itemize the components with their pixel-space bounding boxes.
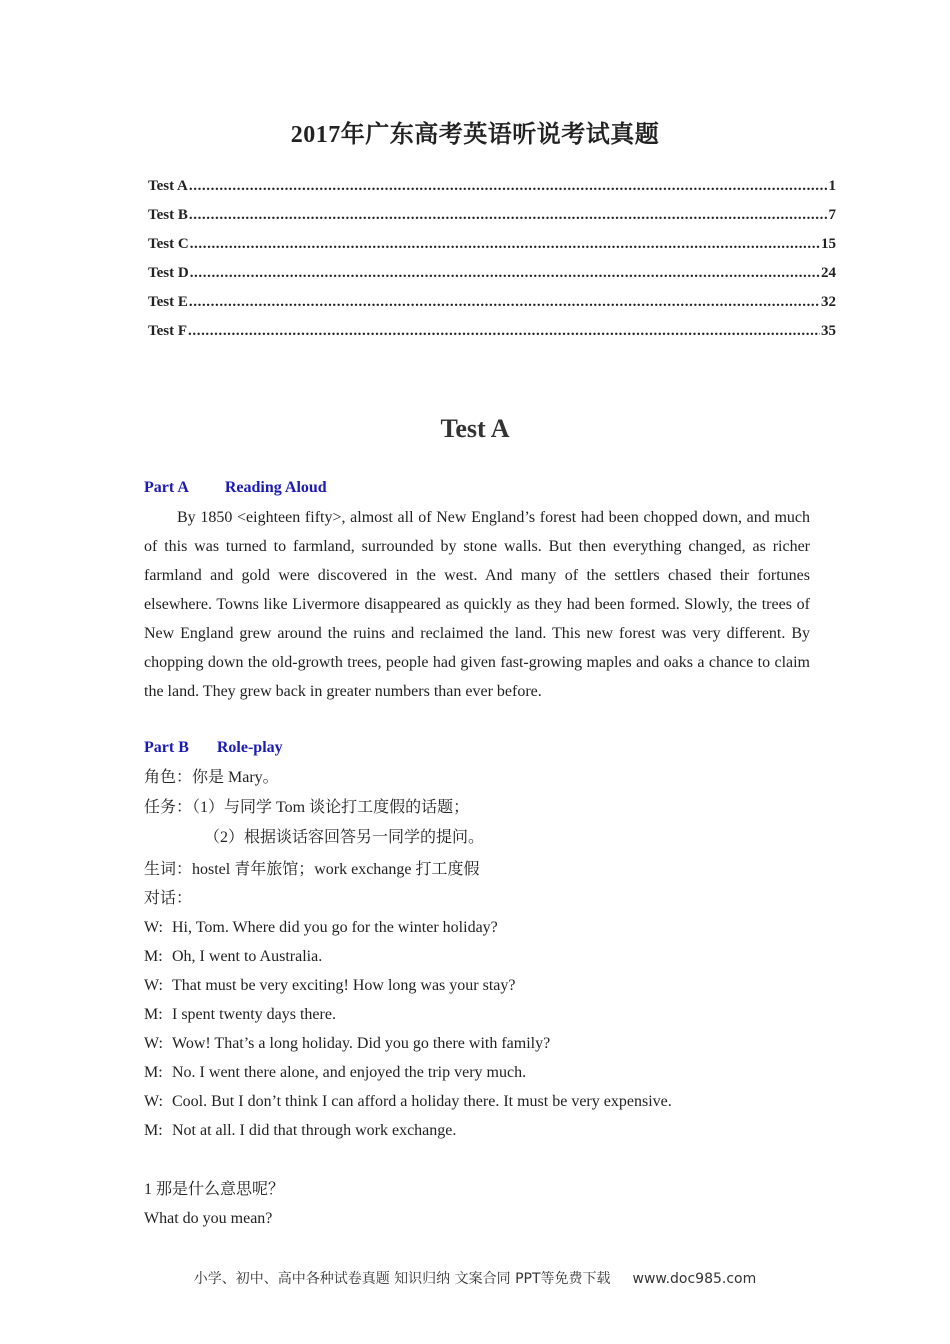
dialogue-text: Wow! That’s a long holiday. Did you go there with family? — [172, 1035, 551, 1052]
footer-text: 小学、初中、高中各种试卷真题 知识归纳 文案合同 PPT等免费下载 — [193, 1271, 611, 1287]
dialogue-text: I spent twenty days there. — [172, 1006, 336, 1023]
dialogue-line — [144, 917, 498, 939]
reading-aloud-passage: By 1850 <eighteen fifty>, almost all of New England’s forest had been chopped down, and much of this was turned to farmland, surrounded by stone walls. But then everything changed, as richer farmland and gold were discovered in the west. And many of the settlers chased their fortunes elsewhere. Towns like Livermore disappeared as quickly as they had been formed. Slowly, the trees of New England grew around the ruins and reclaimed the land. This new forest was very different. By chopping down the old-growth trees, people had given fast-growing maples and oaks a chance to claim the land. They grew back in greater numbers than ever before. — [144, 509, 810, 700]
vocab-line: 生词：hostel 青年旅馆；work exchange 打工度假 — [144, 861, 480, 878]
task-line-1: 任务：（1）与同学 Tom 谈论打工度假的话题； — [144, 799, 470, 816]
dialogue-speaker: M: — [144, 1122, 163, 1139]
toc-entry-page: 35 — [821, 323, 836, 339]
toc-entry-page: 32 — [821, 294, 836, 310]
toc-entry-page: 7 — [828, 207, 836, 223]
toc-entry-label: Test D — [148, 265, 189, 281]
toc-entry-label: Test A — [148, 178, 188, 194]
toc-entry-test-e[interactable] — [148, 294, 836, 323]
toc-leader-dots — [190, 265, 820, 282]
part-a-title: Reading Aloud — [224, 479, 327, 496]
toc-entry-test-f[interactable] — [148, 323, 836, 352]
dialogue-speaker: W: — [144, 919, 163, 936]
dialogue-speaker: W: — [144, 1093, 163, 1110]
dialogue-line — [144, 1033, 550, 1055]
dialogue-text: That must be very exciting! How long was your stay? — [172, 977, 516, 994]
toc-leader-dots — [188, 323, 820, 340]
dialogue-line — [144, 1004, 336, 1026]
toc-entry-label: Test E — [148, 294, 188, 310]
dialogue-speaker: M: — [144, 948, 163, 965]
toc-entry-label: Test C — [148, 236, 189, 252]
document-title: 2017年广东高考英语听说考试真题 — [290, 122, 660, 148]
dialogue-speaker: W: — [144, 977, 163, 994]
toc-leader-dots — [189, 207, 828, 224]
toc-leader-dots — [189, 294, 820, 311]
question-english: What do you mean? — [144, 1210, 273, 1227]
footer-site-link[interactable]: www.doc985.com — [632, 1271, 757, 1287]
dialogue-speaker: M: — [144, 1006, 163, 1023]
dialogue-text: Cool. But I don’t think I can afford a holiday there. It must be very expensive. — [172, 1093, 672, 1110]
toc-entry-label: Test B — [148, 207, 188, 223]
dialogue-line — [144, 975, 515, 997]
part-b-label: Part B — [144, 739, 189, 756]
toc-leader-dots — [190, 236, 820, 253]
dialogue-text: Not at all. I did that through work exchange. — [172, 1122, 457, 1139]
toc-entry-test-b[interactable] — [148, 207, 836, 236]
page-footer — [0, 1268, 950, 1288]
toc-entry-test-d[interactable] — [148, 265, 836, 294]
toc-entry-test-c[interactable] — [148, 236, 836, 265]
toc-entry-test-a[interactable] — [148, 178, 836, 207]
dialogue-line — [144, 1120, 456, 1142]
toc-entry-label: Test F — [148, 323, 188, 339]
dialogue-label: 对话： — [144, 890, 193, 907]
section-title: Test A — [440, 414, 510, 443]
dialogue-text: Hi, Tom. Where did you go for the winter holiday? — [172, 919, 498, 936]
part-b-title: Role-play — [216, 739, 283, 756]
part-b-heading — [144, 739, 283, 757]
toc-entry-page: 24 — [821, 265, 836, 281]
dialogue-speaker: W: — [144, 1035, 163, 1052]
role-line: 角色：你是 Mary。 — [144, 769, 279, 786]
toc-leader-dots — [189, 178, 828, 195]
dialogue-line — [144, 1062, 526, 1084]
toc-entry-page: 15 — [821, 236, 836, 252]
dialogue-text: No. I went there alone, and enjoyed the trip very much. — [172, 1064, 527, 1081]
part-a-heading — [144, 479, 327, 497]
dialogue-line — [144, 946, 322, 968]
dialogue-speaker: M: — [144, 1064, 163, 1081]
table-of-contents — [148, 178, 836, 352]
part-a-label: Part A — [144, 479, 189, 496]
question-chinese: 1 那是什么意思呢？ — [144, 1181, 285, 1198]
dialogue-line — [144, 1091, 672, 1113]
toc-entry-page: 1 — [828, 178, 836, 194]
dialogue-text: Oh, I went to Australia. — [172, 948, 323, 965]
task-line-2: （2）根据谈话容回答另一同学的提问。 — [204, 829, 485, 846]
